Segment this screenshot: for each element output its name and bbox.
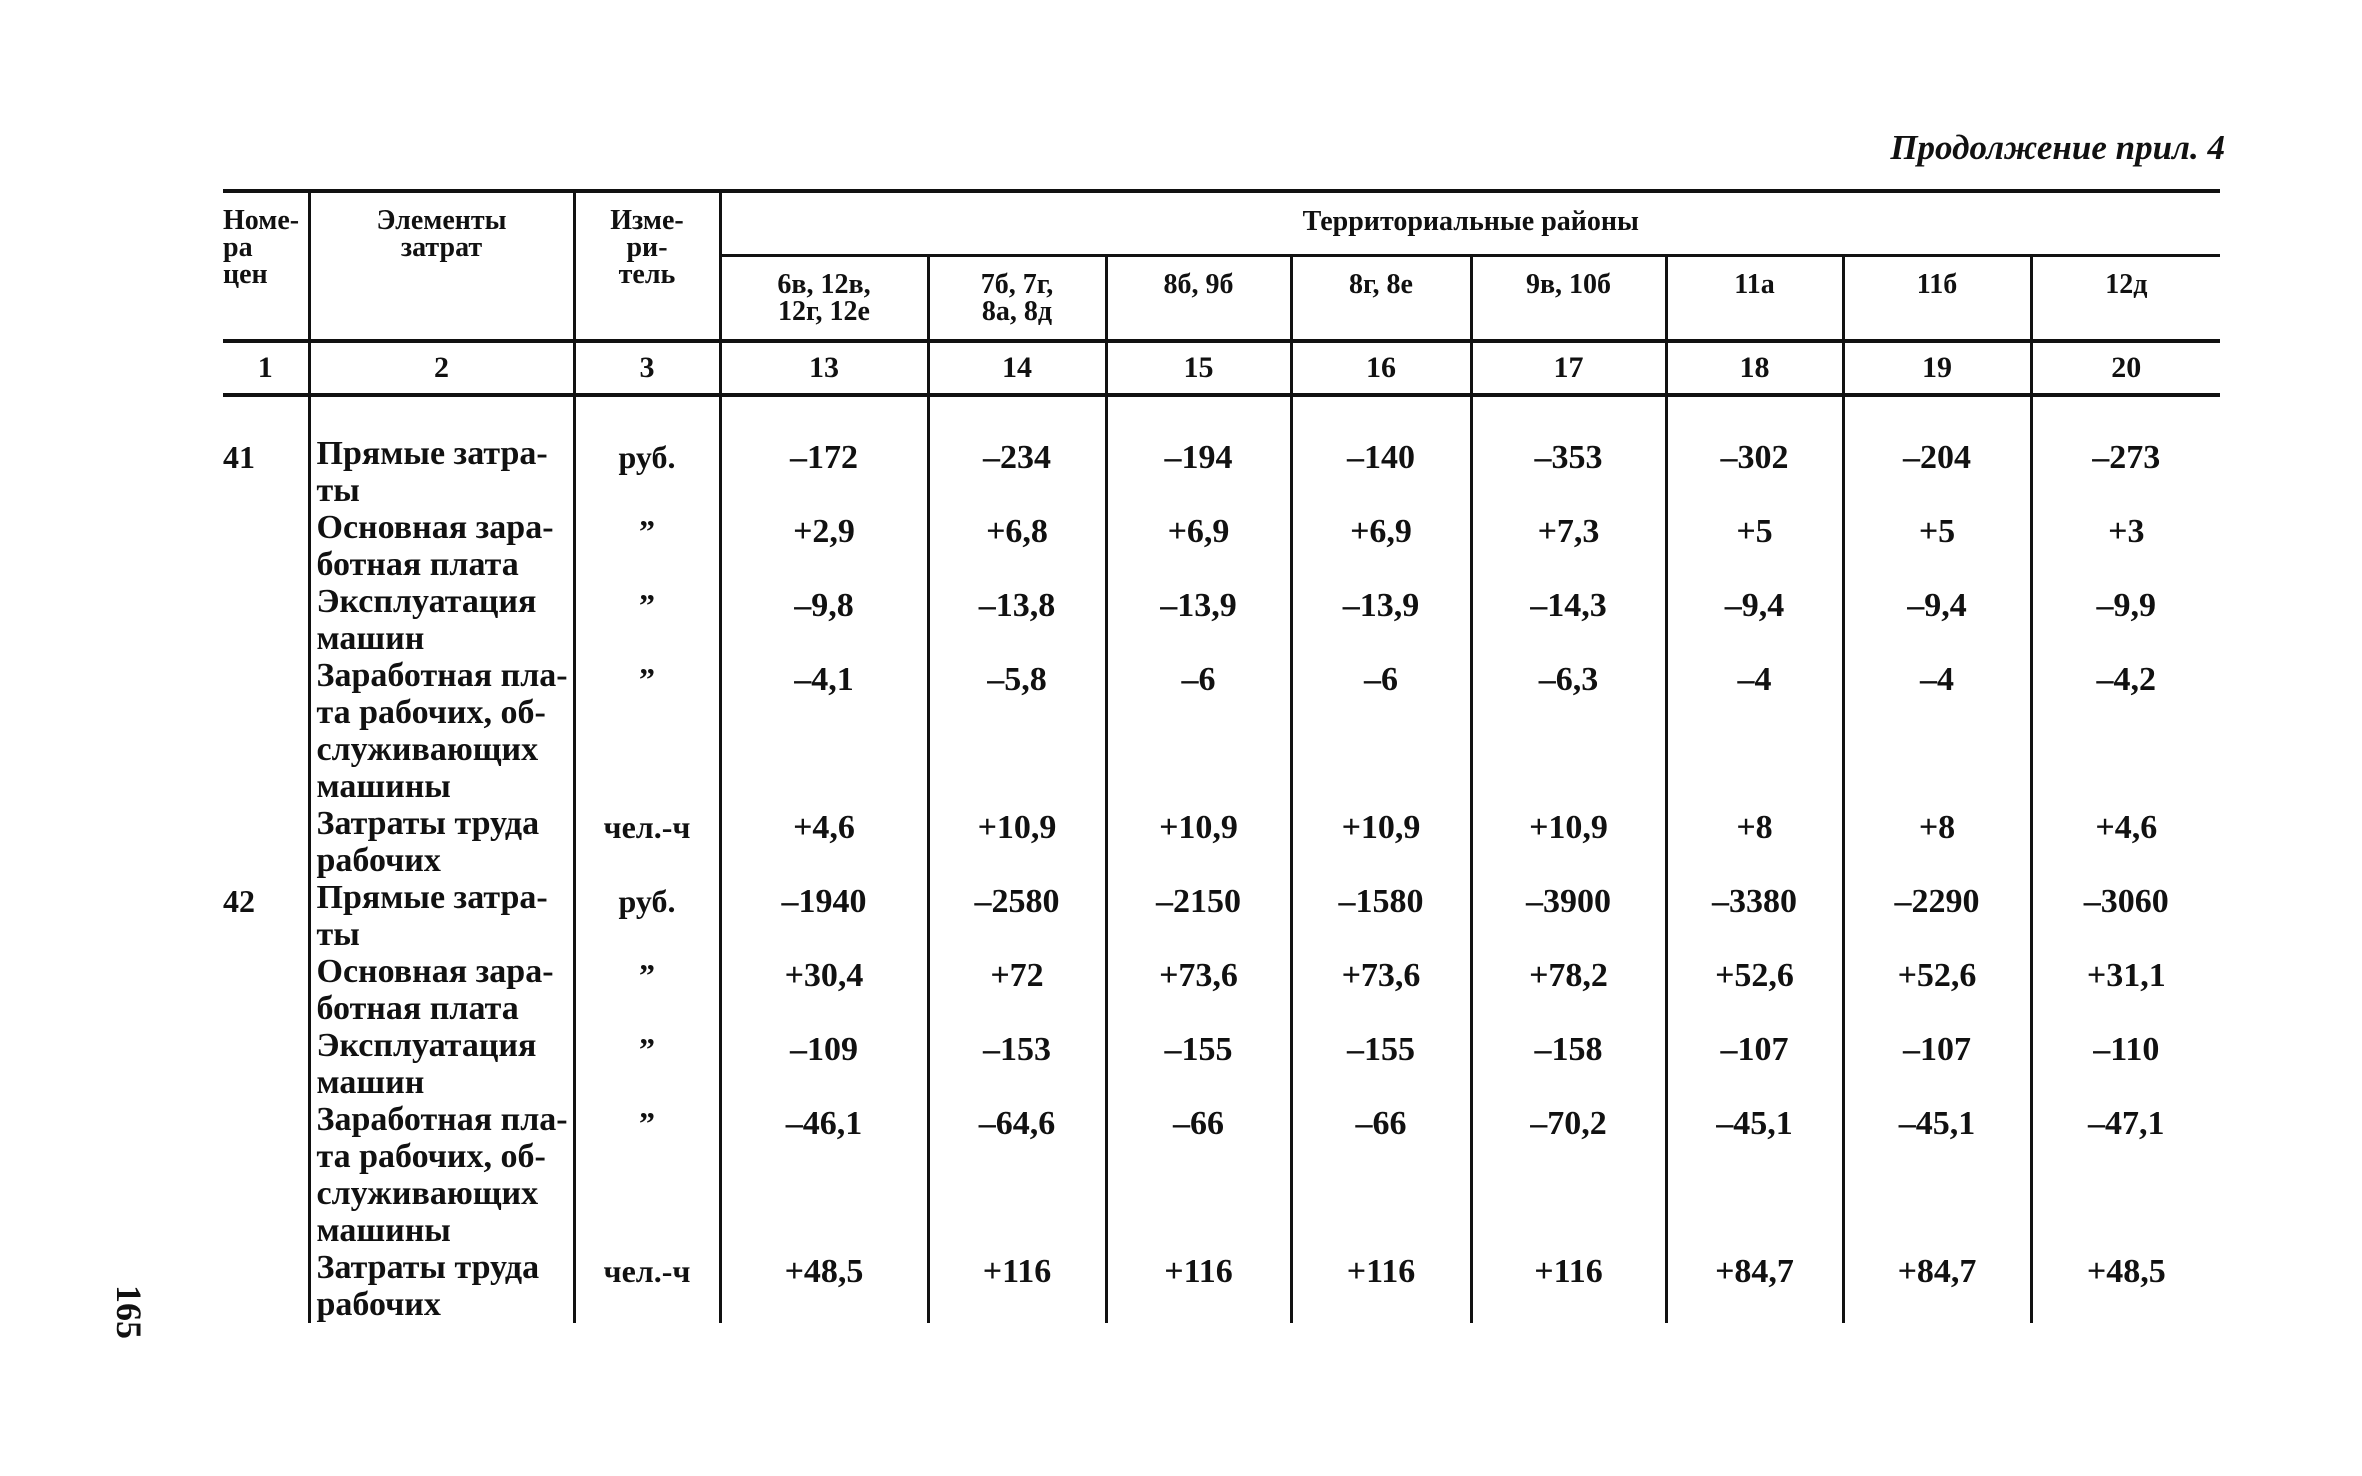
table-row (223, 1249, 2220, 1323)
value-cell: –158 (1471, 1027, 1666, 1101)
column-number: 3 (574, 341, 720, 395)
value-cell: –9,8 (720, 583, 928, 657)
value-cell: +78,2 (1471, 953, 1666, 1027)
price-number: 42 (223, 883, 255, 919)
price-number (223, 1249, 309, 1323)
cost-element: Основная зара- ботная плата (309, 953, 574, 1027)
header-unit: Изме- ри- тель (574, 191, 720, 341)
table-row (223, 583, 2220, 657)
price-number (223, 953, 309, 1027)
cost-element: Заработная пла- та рабочих, об- служивающих машины (309, 657, 574, 805)
unit: ” (574, 509, 720, 583)
cost-element: Эксплуатация машин (309, 583, 574, 657)
value-cell: +48,5 (2031, 1249, 2220, 1323)
cost-element: Прямые затра- ты (309, 879, 574, 953)
header-elements: Элементы затрат (309, 191, 574, 341)
table-row (223, 509, 2220, 583)
price-number (223, 583, 309, 657)
value-cell: –45,1 (1843, 1101, 2031, 1249)
value-cell: –172 (720, 435, 928, 509)
value-cell: –4 (1843, 657, 2031, 805)
value-cell: +52,6 (1843, 953, 2031, 1027)
cost-element: Эксплуатация машин (309, 1027, 574, 1101)
value-cell: +10,9 (1291, 805, 1471, 879)
table-row (223, 657, 2220, 805)
value-cell: –155 (1291, 1027, 1471, 1101)
table-row (223, 953, 2220, 1027)
header-district: 8б, 9б (1106, 256, 1291, 342)
price-number (223, 509, 309, 583)
value-cell: –194 (1106, 435, 1291, 509)
value-cell: +73,6 (1291, 953, 1471, 1027)
unit: чел.-ч (574, 1249, 720, 1323)
value-cell: –110 (2031, 1027, 2220, 1101)
value-cell: +10,9 (1471, 805, 1666, 879)
value-cell: –9,4 (1843, 583, 2031, 657)
value-cell: +84,7 (1666, 1249, 1843, 1323)
value-cell: –66 (1291, 1101, 1471, 1249)
price-number (223, 1027, 309, 1101)
column-number: 20 (2031, 341, 2220, 395)
unit: ” (574, 1027, 720, 1101)
header-district: 11а (1666, 256, 1843, 342)
unit: ” (574, 657, 720, 805)
value-cell: –70,2 (1471, 1101, 1666, 1249)
unit: руб. (574, 435, 720, 509)
value-cell: –353 (1471, 435, 1666, 509)
unit: руб. (574, 879, 720, 953)
value-cell: +72 (928, 953, 1106, 1027)
header-district: 8г, 8е (1291, 256, 1471, 342)
unit: ” (574, 953, 720, 1027)
value-cell: –4 (1666, 657, 1843, 805)
value-cell: –13,8 (928, 583, 1106, 657)
value-cell: +6,9 (1291, 509, 1471, 583)
value-cell: +52,6 (1666, 953, 1843, 1027)
table-row (223, 879, 2220, 953)
header-district: 6в, 12в, 12г, 12е (720, 256, 928, 342)
value-cell: –107 (1666, 1027, 1843, 1101)
value-cell: +73,6 (1106, 953, 1291, 1027)
value-cell: –64,6 (928, 1101, 1106, 1249)
value-cell: –9,4 (1666, 583, 1843, 657)
value-cell: –66 (1106, 1101, 1291, 1249)
value-cell: –5,8 (928, 657, 1106, 805)
value-cell: +8 (1666, 805, 1843, 879)
column-number: 16 (1291, 341, 1471, 395)
value-cell: –1580 (1291, 879, 1471, 953)
value-cell: +10,9 (928, 805, 1106, 879)
value-cell: –107 (1843, 1027, 2031, 1101)
column-number: 14 (928, 341, 1106, 395)
cost-element: Заработная пла- та рабочих, об- служивающих машины (309, 1101, 574, 1249)
value-cell: +7,3 (1471, 509, 1666, 583)
header-district: 12д (2031, 256, 2220, 342)
value-cell: +2,9 (720, 509, 928, 583)
value-cell: +116 (1291, 1249, 1471, 1323)
value-cell: +5 (1843, 509, 2031, 583)
value-cell: –234 (928, 435, 1106, 509)
column-number: 17 (1471, 341, 1666, 395)
value-cell: +6,8 (928, 509, 1106, 583)
value-cell: –140 (1291, 435, 1471, 509)
price-number (223, 805, 309, 879)
price-number (223, 1101, 309, 1249)
value-cell: +8 (1843, 805, 2031, 879)
unit: ” (574, 1101, 720, 1249)
value-cell: +30,4 (720, 953, 928, 1027)
page-number: 165 (109, 1285, 149, 1339)
column-number: 1 (223, 341, 309, 395)
value-cell: –46,1 (720, 1101, 928, 1249)
value-cell: –6 (1106, 657, 1291, 805)
value-cell: –204 (1843, 435, 2031, 509)
value-cell: –6,3 (1471, 657, 1666, 805)
value-cell: +3 (2031, 509, 2220, 583)
cost-element: Затраты труда рабочих (309, 1249, 574, 1323)
value-cell: –13,9 (1291, 583, 1471, 657)
column-number: 18 (1666, 341, 1843, 395)
table-row (223, 805, 2220, 879)
table-row (223, 1027, 2220, 1101)
value-cell: –1940 (720, 879, 928, 953)
cost-element: Затраты труда рабочих (309, 805, 574, 879)
header-district: 9в, 10б (1471, 256, 1666, 342)
value-cell: –9,9 (2031, 583, 2220, 657)
value-cell: –3380 (1666, 879, 1843, 953)
value-cell: +4,6 (720, 805, 928, 879)
column-number: 2 (309, 341, 574, 395)
value-cell: –302 (1666, 435, 1843, 509)
value-cell: –45,1 (1666, 1101, 1843, 1249)
value-cell: –153 (928, 1027, 1106, 1101)
value-cell: +5 (1666, 509, 1843, 583)
value-cell: –14,3 (1471, 583, 1666, 657)
column-number: 19 (1843, 341, 2031, 395)
header-number: Номе- ра цен (223, 191, 309, 341)
value-cell: –273 (2031, 435, 2220, 509)
value-cell: –2580 (928, 879, 1106, 953)
table-row (223, 1101, 2220, 1249)
header-district: 7б, 7г, 8а, 8д (928, 256, 1106, 342)
value-cell: –3900 (1471, 879, 1666, 953)
value-cell: –13,9 (1106, 583, 1291, 657)
cost-element: Прямые затра- ты (309, 435, 574, 509)
table-row (223, 435, 2220, 509)
header-territorial-districts: Территориальные районы (720, 191, 2220, 256)
value-cell: –4,2 (2031, 657, 2220, 805)
price-number: 41 (223, 439, 255, 475)
value-cell: –2290 (1843, 879, 2031, 953)
unit: чел.-ч (574, 805, 720, 879)
value-cell: +10,9 (1106, 805, 1291, 879)
value-cell: –109 (720, 1027, 928, 1101)
value-cell: +84,7 (1843, 1249, 2031, 1323)
value-cell: –4,1 (720, 657, 928, 805)
value-cell: +48,5 (720, 1249, 928, 1323)
price-number (223, 657, 309, 805)
value-cell: –47,1 (2031, 1101, 2220, 1249)
value-cell: +31,1 (2031, 953, 2220, 1027)
unit: ” (574, 583, 720, 657)
value-cell: –6 (1291, 657, 1471, 805)
value-cell: +116 (928, 1249, 1106, 1323)
value-cell: –3060 (2031, 879, 2220, 953)
cost-element: Основная зара- ботная плата (309, 509, 574, 583)
value-cell: +6,9 (1106, 509, 1291, 583)
page-caption: Продолжение прил. 4 (1890, 128, 2225, 167)
value-cell: +116 (1471, 1249, 1666, 1323)
value-cell: –2150 (1106, 879, 1291, 953)
value-cell: +4,6 (2031, 805, 2220, 879)
value-cell: –155 (1106, 1027, 1291, 1101)
value-cell: +116 (1106, 1249, 1291, 1323)
price-adjustment-table (223, 189, 2220, 1323)
header-district: 11б (1843, 256, 2031, 342)
column-number: 13 (720, 341, 928, 395)
column-number: 15 (1106, 341, 1291, 395)
